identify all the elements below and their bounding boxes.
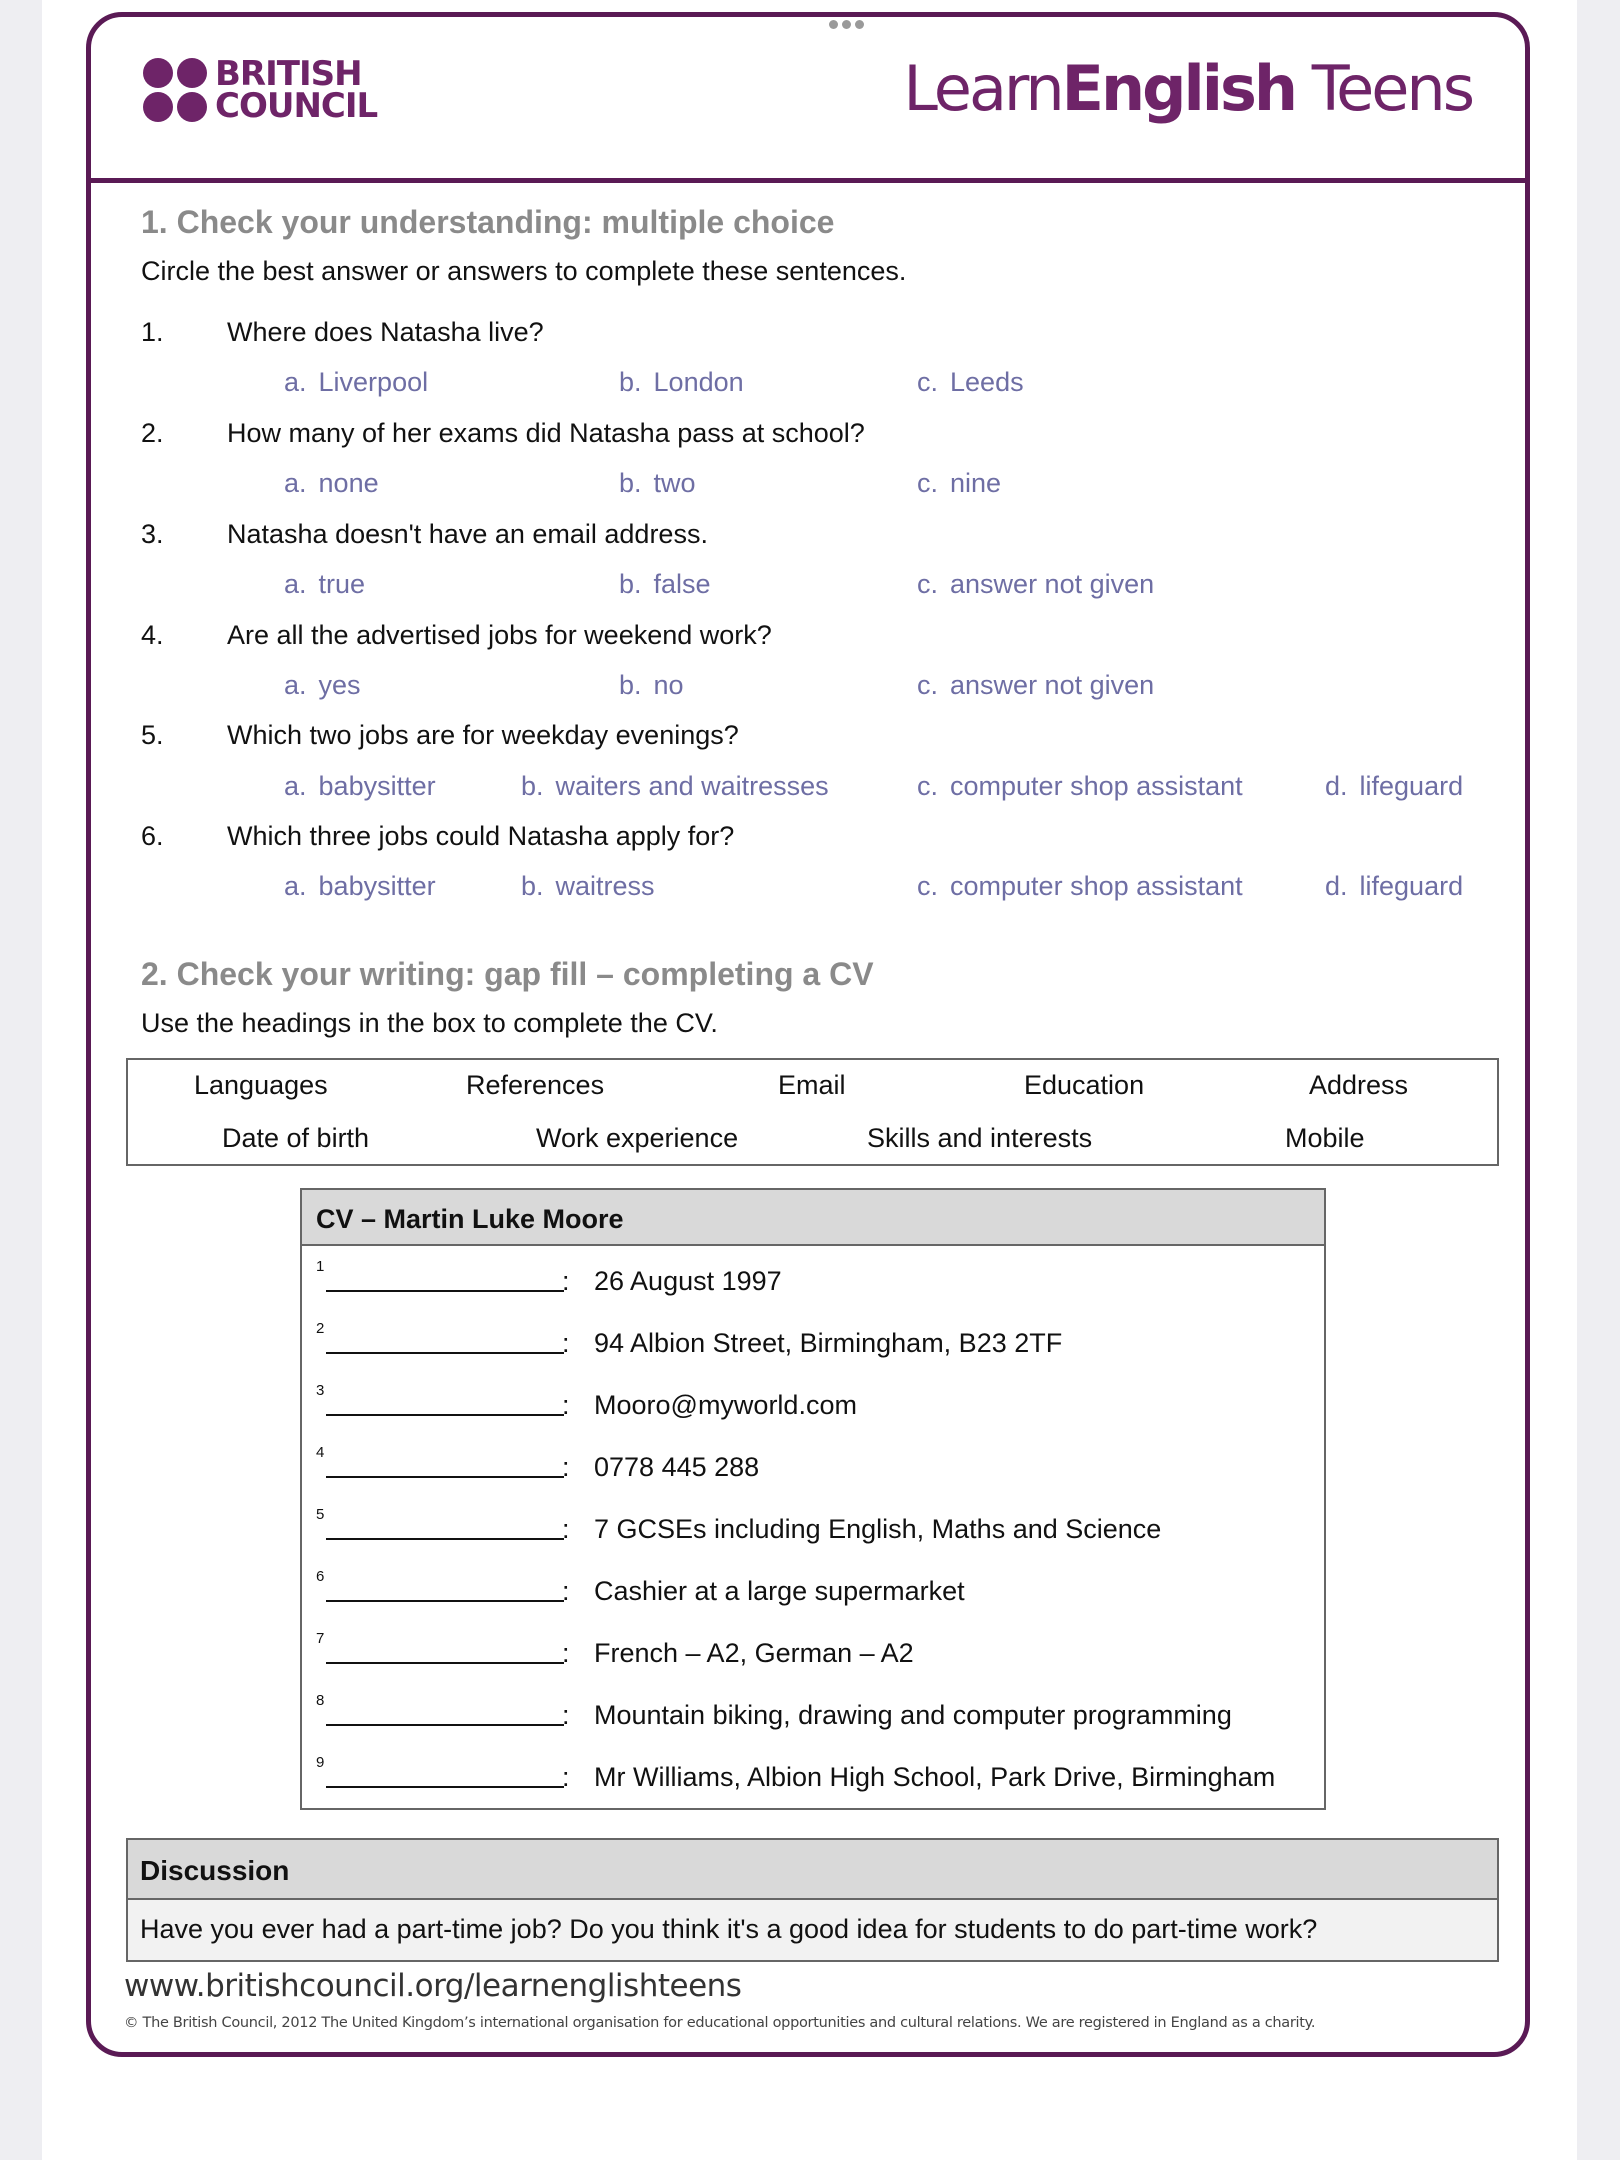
question-number: 5. <box>141 720 164 750</box>
question-text: Which two jobs are for weekday evenings? <box>227 720 739 750</box>
gap-blank[interactable] <box>326 1332 564 1354</box>
cv-row: 8 : Mountain biking, drawing and computer programming <box>316 1692 1232 1730</box>
heading-word: References <box>466 1070 605 1100</box>
gap-blank[interactable] <box>326 1518 564 1540</box>
gap-blank[interactable] <box>326 1394 564 1416</box>
q2-option-c[interactable]: c. nine <box>917 468 1002 498</box>
q6-option-b[interactable]: b. waitress <box>521 871 655 901</box>
gap-number: 8 <box>316 1692 325 1709</box>
q2-option-b[interactable]: b. two <box>619 468 696 498</box>
section-2-title: 2. Check your writing: gap fill – completing a CV <box>141 956 874 992</box>
gap-number: 3 <box>316 1382 325 1399</box>
q2-option-a[interactable]: a. none <box>284 468 379 498</box>
cv-row: 2 : 94 Albion Street, Birmingham, B23 2TF <box>316 1320 1063 1358</box>
cv-value: Cashier at a large supermarket <box>594 1576 965 1606</box>
headings-box <box>126 1058 1499 1166</box>
question-text: Which three jobs could Natasha apply for? <box>227 821 735 851</box>
heading-word: Address <box>1309 1070 1409 1100</box>
cv-table <box>300 1188 1326 1810</box>
cv-row: 7 : French – A2, German – A2 <box>316 1630 914 1668</box>
section-1-instruction: Circle the best answer or answers to complete these sentences. <box>141 256 907 286</box>
brand-line-2: COUNCIL <box>215 86 378 126</box>
question-number: 1. <box>141 317 164 347</box>
british-council-logo <box>143 54 378 126</box>
q6-option-c[interactable]: c. computer shop assistant <box>917 871 1243 901</box>
question-text: Natasha doesn't have an email address. <box>227 519 708 549</box>
learnenglish-teens-logo <box>903 52 1472 125</box>
gap-number: 5 <box>316 1506 325 1523</box>
discussion-text: Have you ever had a part-time job? Do you think it's a good idea for students to do part-time work? <box>128 1900 1497 1960</box>
gap-blank[interactable] <box>326 1766 564 1788</box>
cv-title: CV – Martin Luke Moore <box>302 1190 1324 1246</box>
q5-option-c[interactable]: c. computer shop assistant <box>917 771 1243 801</box>
question-number: 6. <box>141 821 164 851</box>
q6-option-a[interactable]: a. babysitter <box>284 871 436 901</box>
q1-option-c[interactable]: c. Leeds <box>917 367 1024 397</box>
q3-option-b[interactable]: b. false <box>619 569 711 599</box>
footer-url-link[interactable]: www.britishcouncil.org/learnenglishteens <box>124 1968 742 2004</box>
logo-learn: Learn <box>903 52 1062 125</box>
gap-number: 7 <box>316 1630 325 1647</box>
gap-number: 9 <box>316 1754 325 1771</box>
cv-value: Mooro@myworld.com <box>594 1390 857 1420</box>
gap-number: 6 <box>316 1568 325 1585</box>
cv-value: Mountain biking, drawing and computer programming <box>594 1700 1232 1730</box>
gap-number: 1 <box>316 1258 325 1275</box>
gap-blank[interactable] <box>326 1704 564 1726</box>
section-2-instruction: Use the headings in the box to complete the CV. <box>141 1008 718 1038</box>
heading-word: Email <box>778 1070 846 1100</box>
cv-value: 7 GCSEs including English, Maths and Science <box>594 1514 1162 1544</box>
q5-option-b[interactable]: b. waiters and waitresses <box>521 771 829 801</box>
q6-option-d[interactable]: d. lifeguard <box>1325 871 1464 901</box>
header-divider <box>86 178 1530 183</box>
question-text: How many of her exams did Natasha pass at school? <box>227 418 865 448</box>
logo-english: English <box>1061 52 1296 125</box>
q3-option-c[interactable]: c. answer not given <box>917 569 1155 599</box>
q4-option-b[interactable]: b. no <box>619 670 684 700</box>
heading-word: Languages <box>194 1070 328 1100</box>
heading-word: Mobile <box>1285 1123 1365 1153</box>
cv-row: 4 : 0778 445 288 <box>316 1444 760 1482</box>
question-text: Where does Natasha live? <box>227 317 544 347</box>
gap-blank[interactable] <box>326 1456 564 1478</box>
gap-number: 4 <box>316 1444 325 1461</box>
q4-option-a[interactable]: a. yes <box>284 670 361 700</box>
cv-value: Mr Williams, Albion High School, Park Drive, Birmingham <box>594 1762 1276 1792</box>
cv-row: 9 : Mr Williams, Albion High School, Park Drive, Birmingham <box>316 1754 1276 1792</box>
q1-option-a[interactable]: a. Liverpool <box>284 367 429 397</box>
british-council-dots-icon <box>143 58 207 122</box>
q4-option-c[interactable]: c. answer not given <box>917 670 1155 700</box>
logo-teens: Teens <box>1295 52 1472 125</box>
cv-row: 6 : Cashier at a large supermarket <box>316 1568 965 1606</box>
heading-word: Work experience <box>536 1123 739 1153</box>
footer-copyright: © The British Council, 2012 The United Kingdom’s international organisation for educational opportunities and cultural relations. We are registered in England as a charity. <box>124 2015 1316 2031</box>
question-number: 3. <box>141 519 164 549</box>
discussion-box <box>126 1838 1499 1962</box>
question-text: Are all the advertised jobs for weekend work? <box>227 620 772 650</box>
heading-word: Skills and interests <box>867 1123 1093 1153</box>
cv-value: French – A2, German – A2 <box>594 1638 914 1668</box>
discussion-title: Discussion <box>128 1840 1497 1900</box>
cv-value: 26 August 1997 <box>594 1266 782 1296</box>
gap-blank[interactable] <box>326 1580 564 1602</box>
cv-value: 94 Albion Street, Birmingham, B23 2TF <box>594 1328 1063 1358</box>
cv-value: 0778 445 288 <box>594 1452 760 1482</box>
cv-row: 1 : 26 August 1997 <box>316 1258 782 1296</box>
gap-blank[interactable] <box>326 1270 564 1292</box>
heading-word: Education <box>1024 1070 1145 1100</box>
cv-row: 5 : 7 GCSEs including English, Maths and Science <box>316 1506 1162 1544</box>
question-number: 2. <box>141 418 164 448</box>
question-number: 4. <box>141 620 164 650</box>
gap-number: 2 <box>316 1320 325 1337</box>
section-1-title: 1. Check your understanding: multiple choice <box>141 204 835 240</box>
q5-option-a[interactable]: a. babysitter <box>284 771 436 801</box>
gap-blank[interactable] <box>326 1642 564 1664</box>
q3-option-a[interactable]: a. true <box>284 569 366 599</box>
heading-word: Date of birth <box>222 1123 370 1153</box>
brand-line-1: BRITISH <box>215 54 362 94</box>
q5-option-d[interactable]: d. lifeguard <box>1325 771 1464 801</box>
q1-option-b[interactable]: b. London <box>619 367 744 397</box>
cv-row: 3 : Mooro@myworld.com <box>316 1382 857 1420</box>
